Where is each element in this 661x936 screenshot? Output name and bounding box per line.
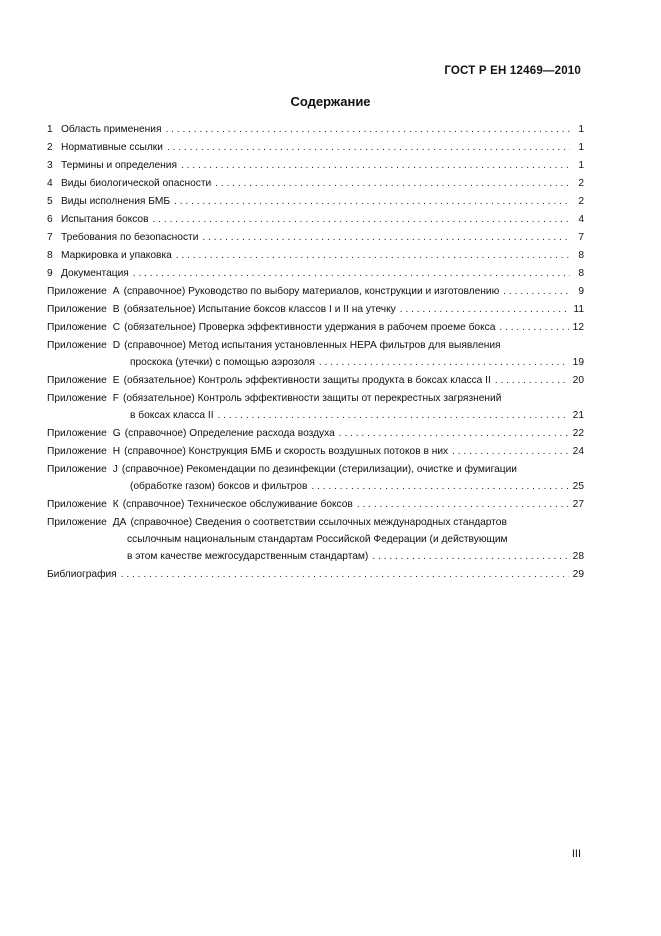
toc-entry-number: 5 — [47, 196, 53, 207]
dot-leader — [176, 247, 570, 265]
toc-entry-title: Документация — [61, 268, 129, 279]
dot-leader — [452, 443, 569, 461]
toc-annex-entry[interactable] — [47, 425, 584, 443]
toc-entry-title: Виды биологической опасности — [61, 178, 212, 189]
document-code: ГОСТ Р ЕН 12469—2010 — [444, 65, 581, 77]
annex-title: (обработке газом) боксов и фильтров — [130, 481, 308, 492]
toc-entry-number: 9 — [47, 268, 53, 279]
dot-leader — [400, 301, 570, 319]
annex-page: 20 — [572, 375, 584, 386]
annex-letter: В — [112, 304, 120, 315]
annex-title: (справочное) Конструкция БМБ и скорость воздушных потоков в них — [124, 446, 449, 457]
toc-annex-entry-continuation[interactable] — [47, 354, 584, 372]
annex-title: (справочное) Метод испытания установленных НЕРА фильтров для выявления — [124, 340, 501, 351]
annex-prefix: Приложение — [47, 517, 107, 528]
dot-leader — [319, 354, 569, 372]
toc-entry[interactable] — [47, 139, 584, 157]
annex-letter: ДА — [112, 517, 127, 528]
dot-leader — [495, 372, 569, 390]
annex-prefix: Приложение — [47, 446, 107, 457]
annex-prefix: Приложение — [47, 375, 107, 386]
dot-leader — [174, 193, 570, 211]
toc-annex-entry[interactable] — [47, 443, 584, 461]
annex-title: (обязательное) Контроль эффективности защиты от перекрестных загрязнений — [123, 393, 502, 404]
toc-entry-number: 7 — [47, 232, 53, 243]
toc-annex-entry[interactable] — [47, 496, 584, 514]
toc-annex-entry-continuation[interactable] — [47, 531, 584, 549]
annex-letter: G — [112, 428, 121, 439]
toc-entry-number: 1 — [47, 124, 53, 135]
dot-leader — [372, 548, 568, 566]
annex-prefix: Приложение — [47, 304, 107, 315]
toc-entry-page: 1 — [578, 124, 584, 135]
page-number: III — [571, 848, 581, 860]
annex-page: 24 — [572, 446, 584, 457]
annex-page: 12 — [572, 322, 584, 333]
annex-prefix: Приложение — [47, 286, 107, 297]
annex-title: (справочное) Техническое обслуживание боксов — [122, 499, 353, 510]
dot-leader — [218, 407, 569, 425]
toc-annex-entry-continuation[interactable] — [47, 478, 584, 496]
toc-annex-entry[interactable] — [47, 337, 584, 355]
toc-title: Содержание — [290, 94, 371, 109]
toc-entry-number: 8 — [47, 250, 53, 261]
toc-annex-entry-continuation[interactable] — [47, 407, 584, 425]
toc-annex-entry[interactable] — [47, 390, 584, 408]
toc-entry-title: Термины и определения — [61, 160, 177, 171]
annex-letter: F — [112, 393, 119, 404]
toc-entry-title: Маркировка и упаковка — [61, 250, 172, 261]
annex-title: (справочное) Сведения о соответствии ссылочных международных стандартов — [130, 517, 507, 528]
table-of-contents — [47, 121, 584, 584]
annex-title: (справочное) Руководство по выбору материалов, конструкции и изготовлению — [123, 286, 500, 297]
toc-entry-number: 2 — [47, 142, 53, 153]
dot-leader — [167, 139, 570, 157]
annex-prefix: Приложение — [47, 464, 107, 475]
toc-entry-title: Виды исполнения БМБ — [61, 196, 171, 207]
toc-entry[interactable] — [47, 265, 584, 283]
annex-letter: Е — [112, 375, 120, 386]
annex-page: 11 — [573, 304, 584, 315]
annex-prefix: Приложение — [47, 499, 107, 510]
annex-title: в боксах класса II — [130, 410, 214, 421]
dot-leader — [202, 229, 570, 247]
toc-entry-number: 3 — [47, 160, 53, 171]
toc-entry-page: 1 — [578, 160, 584, 171]
annex-page: 27 — [572, 499, 584, 510]
annex-page: 22 — [572, 428, 584, 439]
annex-letter: К — [112, 499, 119, 510]
toc-entry[interactable] — [47, 229, 584, 247]
annex-letter: А — [112, 286, 120, 297]
dot-leader — [133, 265, 570, 283]
toc-entry[interactable] — [47, 247, 584, 265]
dot-leader — [165, 121, 570, 139]
toc-annex-entry[interactable] — [47, 461, 584, 479]
dot-leader — [357, 496, 569, 514]
dot-leader — [339, 425, 569, 443]
annex-title: ссылочным национальным стандартам Российской Федерации (и действующим — [127, 534, 508, 545]
annex-prefix: Приложение — [47, 428, 107, 439]
annex-title: (справочное) Определение расхода воздуха — [124, 428, 335, 439]
dot-leader — [215, 175, 570, 193]
annex-letter: D — [112, 340, 121, 351]
toc-entry-page: 7 — [578, 232, 584, 243]
bibliography-page: 29 — [572, 569, 584, 580]
annex-prefix: Приложение — [47, 340, 107, 351]
annex-letter: Н — [112, 446, 121, 457]
toc-annex-entry-continuation[interactable] — [47, 548, 584, 566]
dot-leader — [503, 283, 570, 301]
toc-entry-page: 4 — [578, 214, 584, 225]
bibliography-title: Библиография — [47, 569, 117, 580]
toc-annex-entry[interactable] — [47, 372, 584, 390]
annex-prefix: Приложение — [47, 393, 107, 404]
toc-entry-title: Область применения — [61, 124, 162, 135]
annex-prefix: Приложение — [47, 322, 107, 333]
toc-entry[interactable] — [47, 211, 584, 229]
toc-entry-number: 4 — [47, 178, 53, 189]
annex-letter: J — [112, 464, 118, 475]
annex-title: (обязательное) Испытание боксов классов I и II на утечку — [123, 304, 396, 315]
toc-entry-page: 2 — [578, 196, 584, 207]
dot-leader — [311, 478, 568, 496]
toc-annex-entry[interactable] — [47, 319, 584, 337]
annex-letter: С — [112, 322, 121, 333]
toc-entry-page: 1 — [578, 142, 584, 153]
toc-entry-title: Испытания боксов — [61, 214, 149, 225]
annex-title: (обязательное) Проверка эффективности удержания в рабочем проеме бокса — [124, 322, 496, 333]
toc-entry-number: 6 — [47, 214, 53, 225]
annex-title: (справочное) Рекомендации по дезинфекции (стерилизации), очистке и фумигации — [121, 464, 517, 475]
dot-leader — [181, 157, 570, 175]
annex-title: в этом качестве межгосударственным стандартам) — [127, 551, 369, 562]
toc-entry-page: 8 — [578, 250, 584, 261]
dot-leader — [499, 319, 568, 337]
toc-entry[interactable] — [47, 175, 584, 193]
dot-leader — [153, 211, 571, 229]
toc-entry-title: Нормативные ссылки — [61, 142, 163, 153]
toc-entry-page: 8 — [578, 268, 584, 279]
annex-page: 19 — [572, 357, 584, 368]
annex-title: проскока (утечки) с помощью аэрозоля — [130, 357, 315, 368]
toc-annex-entry[interactable] — [47, 514, 584, 532]
toc-entry[interactable] — [47, 157, 584, 175]
annex-page: 9 — [578, 286, 584, 297]
annex-title: (обязательное) Контроль эффективности защиты продукта в боксах класса II — [123, 375, 491, 386]
toc-annex-entry[interactable] — [47, 283, 584, 301]
annex-page: 21 — [572, 410, 584, 421]
toc-entry[interactable] — [47, 121, 584, 139]
toc-bibliography[interactable] — [47, 566, 584, 584]
toc-entry[interactable] — [47, 193, 584, 211]
toc-entry-title: Требования по безопасности — [61, 232, 199, 243]
toc-entry-page: 2 — [578, 178, 584, 189]
dot-leader — [121, 566, 569, 584]
annex-page: 25 — [572, 481, 584, 492]
annex-page: 28 — [572, 551, 584, 562]
toc-annex-entry[interactable] — [47, 301, 584, 319]
